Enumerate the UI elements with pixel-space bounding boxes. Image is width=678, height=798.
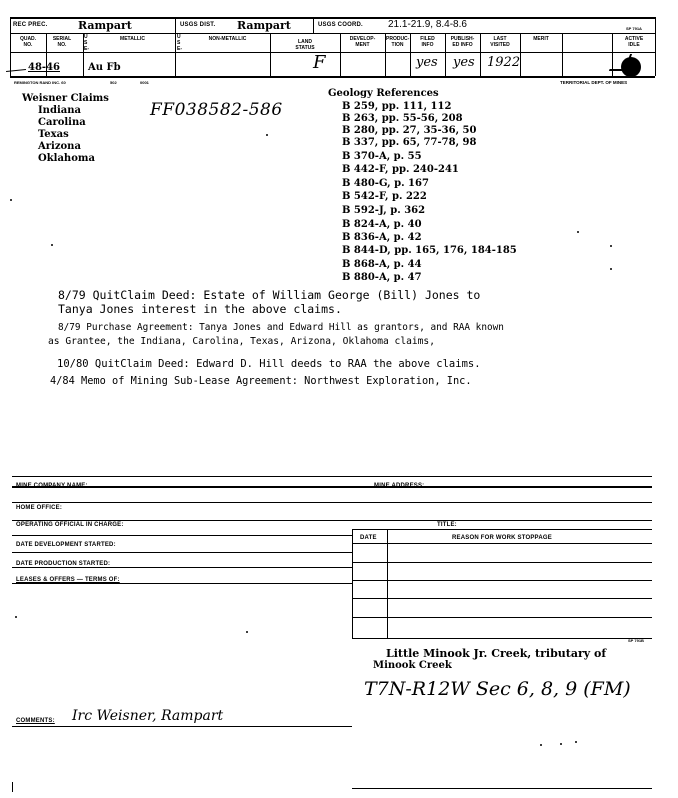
leases-label: LEASES & OFFERS — TERMS OF: bbox=[16, 577, 120, 583]
geology-ref: B 836-A, p. 42 bbox=[342, 232, 422, 243]
col-merit: MERIT bbox=[533, 36, 549, 42]
usgs-coord-value: 21.1-21.9, 8.4-8.6 bbox=[388, 19, 467, 30]
home-office-label: HOME OFFICE: bbox=[16, 505, 63, 511]
rec-prec-label: REC PREC. bbox=[13, 22, 48, 28]
geology-ref: B 542-F, p. 222 bbox=[342, 191, 427, 202]
mine-address-label: MINE ADDRESS: bbox=[374, 483, 425, 489]
geology-ref: B 337, pp. 65, 77-78, 98 bbox=[342, 137, 477, 148]
geology-ref: B 480-G, p. 167 bbox=[342, 178, 429, 189]
claim-item: Arizona bbox=[38, 141, 81, 152]
row-land-status: F bbox=[313, 52, 326, 73]
claim-item: Oklahoma bbox=[38, 153, 95, 164]
geology-ref: B 280, pp. 27, 35-36, 50 bbox=[342, 125, 477, 136]
row-last-visited: 1922 bbox=[487, 55, 521, 70]
printer-line-left: REMINGTON RAND INC. 60 bbox=[14, 80, 66, 85]
comments-value: Irc Weisner, Rampart bbox=[72, 708, 224, 724]
geology-ref: B 442-F, pp. 240-241 bbox=[342, 164, 459, 175]
col-active-idle: ACTIVE IDLE bbox=[624, 36, 644, 48]
geology-ref: B 263, pp. 55-56, 208 bbox=[342, 113, 463, 124]
col-filed-info: FILED INFO bbox=[420, 36, 435, 48]
geology-ref: B 824-A, p. 40 bbox=[342, 219, 422, 230]
mine-company-name-label: MINE COMPANY NAME: bbox=[16, 483, 88, 489]
claims-title: Weisner Claims bbox=[22, 93, 109, 104]
township-range: T7N-R12W Sec 6, 8, 9 (FM) bbox=[364, 678, 631, 700]
row-quad-no: 48-46 bbox=[28, 62, 60, 73]
col-metallic: METALLIC bbox=[120, 36, 145, 42]
row-filed-info: yes bbox=[416, 55, 438, 70]
printer-line-mid2: 0001 bbox=[140, 80, 149, 85]
claims-handwritten-number: FF038582-586 bbox=[150, 100, 283, 120]
form-code: SP 791A bbox=[626, 26, 642, 31]
form-code-2: SP 791B bbox=[628, 638, 644, 643]
row-metallic: Au Fb bbox=[88, 62, 121, 73]
col-use-1: U S E- bbox=[84, 34, 89, 52]
note-line: 8/79 Purchase Agreement: Tanya Jones and Edward Hill as grantors, and RAA known bbox=[58, 322, 504, 333]
date-production-label: DATE PRODUCTION STARTED: bbox=[16, 561, 111, 567]
geology-ref: B 370-A, p. 55 bbox=[342, 151, 422, 162]
note-line: 10/80 QuitClaim Deed: Edward D. Hill deeds to RAA the above claims. bbox=[57, 358, 481, 370]
reason-col-header: REASON FOR WORK STOPPAGE bbox=[452, 535, 552, 541]
col-serial-no: SERIAL NO. bbox=[52, 36, 72, 48]
claim-item: Indiana bbox=[38, 105, 81, 116]
note-line: 4/84 Memo of Mining Sub-Lease Agreement: Northwest Exploration, Inc. bbox=[50, 375, 472, 387]
claim-item: Carolina bbox=[38, 117, 86, 128]
col-land-status: LAND STATUS bbox=[295, 39, 315, 51]
geology-ref: B 868-A, p. 44 bbox=[342, 259, 422, 270]
printer-line-mid1: 502 bbox=[110, 80, 117, 85]
geology-ref: B 844-D, pp. 165, 176, 184-185 bbox=[342, 245, 517, 256]
comments-label: COMMENTS: bbox=[16, 718, 55, 724]
note-line: as Grantee, the Indiana, Carolina, Texas, Arizona, Oklahoma claims, bbox=[48, 336, 435, 347]
note-line: 8/79 QuitClaim Deed: Estate of William George (Bill) Jones to bbox=[58, 288, 481, 302]
printer-line-right: TERRITORIAL DEPT. OF MINES bbox=[560, 80, 628, 85]
col-use-2: U S E- bbox=[177, 34, 182, 52]
operating-official-label: OPERATING OFFICIAL IN CHARGE: bbox=[16, 522, 124, 528]
col-published-info: PUBLISH- ED INFO bbox=[450, 36, 475, 48]
col-last-visited: LAST VISITED bbox=[490, 36, 510, 48]
usgs-dist-label: USGS DIST. bbox=[180, 22, 216, 28]
usgs-dist-value: Rampart bbox=[237, 19, 291, 32]
usgs-coord-label: USGS COORD. bbox=[318, 22, 363, 28]
date-col-header: DATE bbox=[360, 535, 377, 541]
col-development: DEVELOP- MENT bbox=[349, 36, 376, 48]
date-development-label: DATE DEVELOPMENT STARTED: bbox=[16, 542, 116, 548]
claim-item: Texas bbox=[38, 129, 69, 140]
rec-prec-value: Rampart bbox=[78, 19, 132, 32]
location-line-2: Minook Creek bbox=[373, 660, 452, 671]
note-line: Tanya Jones interest in the above claims. bbox=[58, 302, 342, 316]
col-non-metallic: NON-METALLIC bbox=[208, 36, 247, 42]
geology-ref: B 880-A, p. 47 bbox=[342, 272, 422, 283]
geology-ref: B 592-J, p. 362 bbox=[342, 205, 426, 216]
title-label: TITLE: bbox=[437, 522, 457, 528]
geology-ref: B 259, pp. 111, 112 bbox=[342, 101, 452, 112]
col-production: PRODUC- TION bbox=[386, 36, 410, 48]
geology-title: Geology References bbox=[328, 88, 439, 99]
row-published-info: yes bbox=[453, 55, 475, 70]
location-line-1: Little Minook Jr. Creek, tributary of bbox=[386, 647, 607, 660]
col-quad-no: QUAD. NO. bbox=[19, 36, 37, 48]
